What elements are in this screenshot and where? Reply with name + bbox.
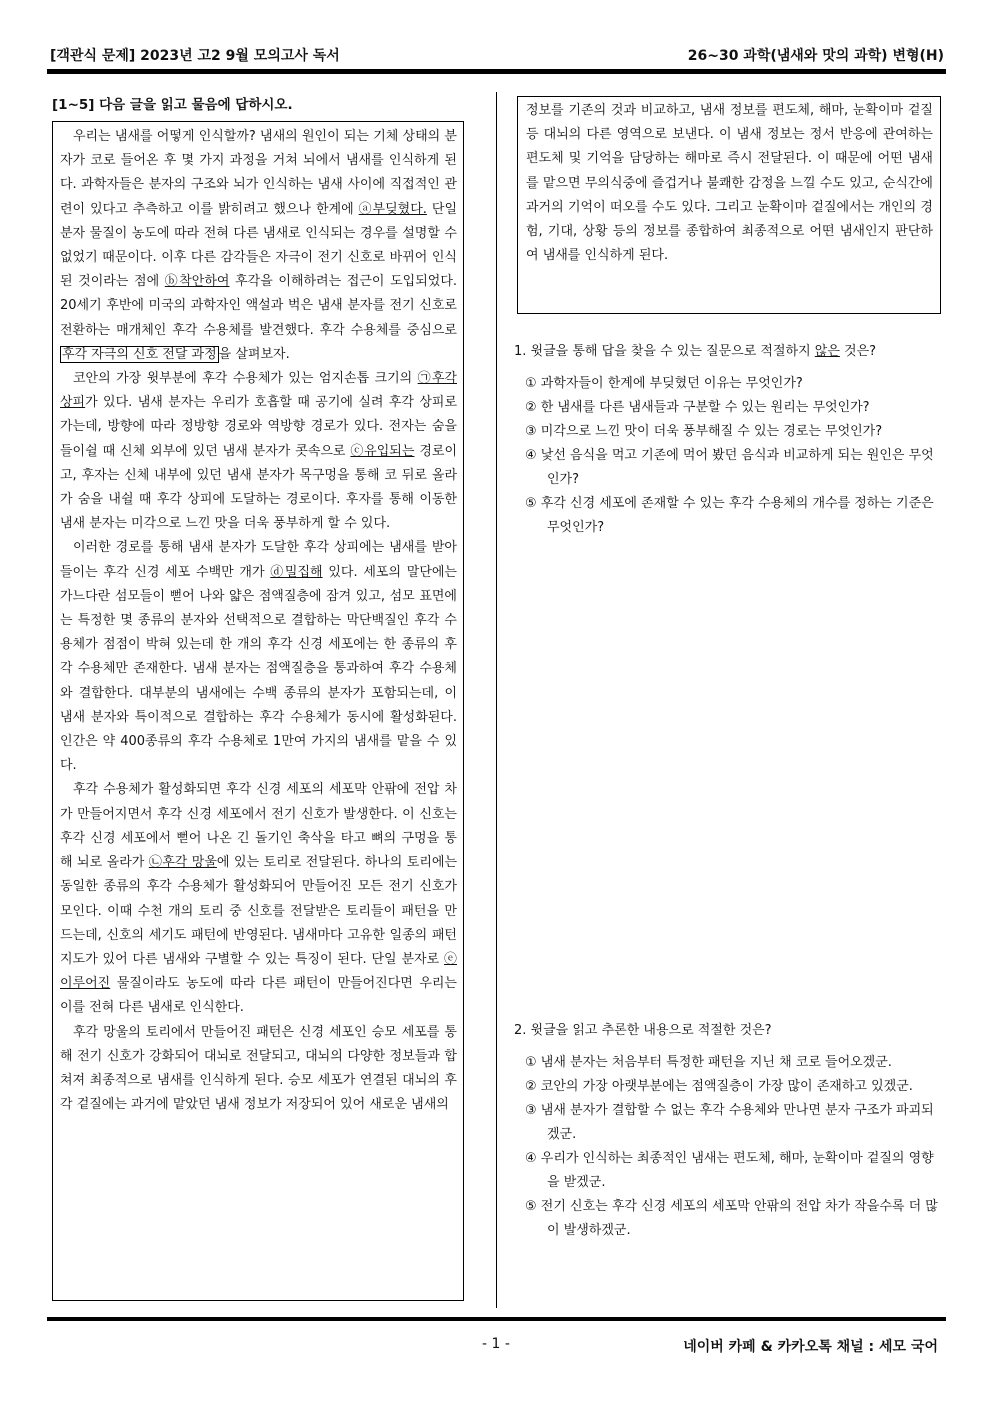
passage-paragraph-3: 이러한 경로를 통해 냄새 분자가 도달한 후각 상피에는 냄새를 받아들이는 후각 신경 세포 수백만 개가 ⓓ밀집해 있다. 세포의 말단에는 가느다란 섬모들이 뻗어 나와 얇은 점액질층에 잠겨 있고, 섬모 표면에는 특정한 몇 종류의 분자와 선택적으로 결합하는 막단백질인 후각 수용체가 점점이 박혀 있는데 한 개의 후각 신경 세포에는 한 종류의 후각 수용체만 존재한다. 냄새 분자는 점액질층을 통과하여 후각 수용체와 결합한다. 대부분의 냄새에는 수백 종류의 분자가 포함되는데, 이 냄새 분자와 특이적으로 결합하는 후각 수용체가 동시에 활성화된다. 인간은 약 400종류의 후각 수용체로 1만여 가지의 냄새를 맡을 수 있다. bbox=[60, 540, 457, 774]
question-1-option[interactable]: ④ 낯선 음식을 먹고 기존에 먹어 봤던 음식과 비교하게 되는 원인은 무엇인가? bbox=[525, 448, 934, 487]
header-exam-title: [객관식 문제] 2023년 고2 9월 모의고사 독서 bbox=[50, 48, 340, 64]
question-2-options bbox=[514, 1051, 946, 1243]
question-1-option[interactable]: ② 한 냄새를 다른 냄새들과 구분할 수 있는 원리는 무엇인가? bbox=[525, 400, 870, 415]
underline-giyeok: ㉠후각 상피 bbox=[60, 371, 457, 411]
passage-continuation: 정보를 기존의 것과 비교하고, 냄새 정보를 편도체, 해마, 눈확이마 겉질 등 대뇌의 다른 영역으로 보낸다. 이 냄새 정보는 정서 반응에 관여하는 편도체 및 기억을 담당하는 해마로 즉시 전달된다. 이 때문에 어떤 냄새를 맡으면 무의식중에 즐겁거나 불쾌한 감정을 느낄 수도 있고, 순식간에 과거의 기억이 떠오를 수도 있다. 그리고 눈확이마 겉질에서는 개인의 경험, 기대, 상황 등의 정보를 종합하여 최종적으로 어떤 냄새인지 판단하여 냄새를 인식하게 된다. bbox=[526, 103, 933, 264]
question-2-option[interactable]: ① 냄새 분자는 처음부터 특정한 패턴을 지닌 채 코로 들어오겠군. bbox=[525, 1055, 892, 1070]
passage-continuation-box bbox=[517, 96, 941, 314]
footer-channel: 네이버 카페 & 카카오톡 채널 : 세모 국어 bbox=[683, 1339, 938, 1355]
header-divider bbox=[47, 69, 946, 74]
question-2-option[interactable]: ④ 우리가 인식하는 최종적인 냄새는 편도체, 해마, 눈확이마 겉질의 영향을 받겠군. bbox=[525, 1151, 934, 1190]
question-1-options bbox=[514, 372, 946, 540]
question-2-option[interactable]: ⑤ 전기 신호는 후각 신경 세포의 세포막 안팎의 전압 차가 작을수록 더 많이 발생하겠군. bbox=[525, 1199, 938, 1238]
passage-paragraph-4: 후각 수용체가 활성화되면 후각 신경 세포의 세포막 안팎에 전압 차가 만들어지면서 후각 신경 세포에서 전기 신호가 발생한다. 이 신호는 후각 신경 세포에서 뻗어 나온 긴 돌기인 축삭을 타고 뼈의 구멍을 통해 뇌로 올라가 ㉡후각 망울에 있는 토리로 전달된다. 하나의 토리에는 동일한 종류의 후각 수용체가 활성화되어 만들어진 모든 전기 신호가 모인다. 이때 수천 개의 토리 중 신호를 전달받은 토리들이 패턴을 만드는데, 신호의 세기도 패턴에 반영된다. 냄새마다 고유한 일종의 패턴 지도가 있어 다른 냄새와 구별할 수 있는 특징이 된다. 단일 분자로 ⓔ이루어진 물질이라도 농도에 따라 다른 패턴이 만들어진다면 우리는 이를 전혀 다른 냄새로 인식한다. bbox=[60, 782, 457, 1016]
column-divider bbox=[496, 92, 497, 1308]
passage-box bbox=[52, 121, 464, 1301]
underline-d: ⓓ밀집해 bbox=[270, 564, 323, 580]
question-1 bbox=[514, 340, 946, 540]
question-1-option[interactable]: ③ 미각으로 느낀 맛이 더욱 풍부해질 수 있는 경로는 무엇인가? bbox=[525, 424, 883, 439]
page-number: - 1 - bbox=[482, 1336, 510, 1352]
question-2-stem: 2. 윗글을 읽고 추론한 내용으로 적절한 것은? bbox=[514, 1023, 772, 1038]
passage-paragraph-2: 코안의 가장 윗부분에 후각 수용체가 있는 엄지손톱 크기의 ㉠후각 상피가 있다. 냄새 분자는 우리가 호흡할 때 공기에 실려 후각 상피로 가는데, 방향에 따라 정방향 경로와 역방향 경로가 있다. 전자는 숨을 들이쉴 때 신체 외부에 있던 냄새 분자가 콧속으로 ⓒ유입되는 경로이고, 후자는 신체 내부에 있던 냄새 분자가 목구멍을 통해 코 뒤로 올라가 숨을 내쉴 때 후각 상피에 도달하는 경로이다. 후자를 통해 이동한 냄새 분자는 미각으로 느낀 맛을 더욱 풍부하게 할 수 있다. bbox=[60, 371, 458, 532]
underline-b: ⓑ착안하여 bbox=[164, 274, 230, 290]
question-1-stem: 1. 윗글을 통해 답을 찾을 수 있는 질문으로 적절하지 않은 것은? bbox=[514, 344, 877, 359]
boxed-phrase: 후각 자극의 신호 전달 과정 bbox=[62, 346, 217, 362]
underline-c: ⓒ유입되는 bbox=[350, 443, 415, 459]
question-1-option[interactable]: ⑤ 후각 신경 세포에 존재할 수 있는 후각 수용체의 개수를 정하는 기준은 무엇인가? bbox=[525, 496, 934, 535]
question-2-option[interactable]: ② 코안의 가장 아랫부분에는 점액질층이 가장 많이 존재하고 있겠군. bbox=[525, 1079, 913, 1094]
underline-a: ⓐ부딪혔다. bbox=[358, 201, 427, 217]
underline-nieun: ㉡후각 망울 bbox=[148, 855, 217, 871]
instruction: [1~5] 다음 글을 읽고 물음에 답하시오. bbox=[52, 97, 293, 113]
question-2-option[interactable]: ③ 냄새 분자가 결합할 수 없는 후각 수용체와 만나면 분자 구조가 파괴되겠군. bbox=[525, 1103, 934, 1142]
passage-paragraph-5: 후각 망울의 토리에서 만들어진 패턴은 신경 세포인 승모 세포를 통해 전기 신호가 강화되어 대뇌로 전달되고, 대뇌의 다양한 정보들과 합쳐져 최종적으로 냄새를 인식하게 된다. 승모 세포가 연결된 대뇌의 후각 겉질에는 과거에 맡았던 냄새 정보가 저장되어 있어 새로운 냄새의 bbox=[60, 1024, 457, 1113]
question-2 bbox=[514, 1019, 946, 1243]
header-passage-title: 26~30 과학(냄새와 맛의 과학) 변형(H) bbox=[687, 48, 944, 64]
passage-paragraph-1: 우리는 냄새를 어떻게 인식할까? 냄새의 원인이 되는 기체 상태의 분자가 코로 들어온 후 몇 가지 과정을 거쳐 뇌에서 냄새를 인식하게 된다. 과학자들은 분자의 구조와 뇌가 인식하는 냄새 사이에 직접적인 관련이 있다고 추측하고 이를 밝히려고 했으나 한계에 ⓐ부딪혔다. 단일 분자 물질이 농도에 따라 전혀 다른 냄새로 인식되는 경우를 설명할 수 없었기 때문이다. 이후 다른 감각들은 자극이 전기 신호로 바뀌어 인식된 것이라는 점에 ⓑ착안하여 후각을 이해하려는 접근이 도입되었다. 20세기 후반에 미국의 과학자인 액설과 벅은 냄새 분자를 전기 신호로 전환하는 매개체인 후각 수용체를 발견했다. 후각 수용체를 중심으로 후각 자극의 신호 전달 과정 을 살펴보자. bbox=[60, 129, 458, 362]
footer-divider bbox=[47, 1317, 946, 1321]
underline-e: ⓔ이루어진 bbox=[60, 951, 457, 992]
question-1-option[interactable]: ① 과학자들이 한계에 부딪혔던 이유는 무엇인가? bbox=[525, 376, 803, 391]
